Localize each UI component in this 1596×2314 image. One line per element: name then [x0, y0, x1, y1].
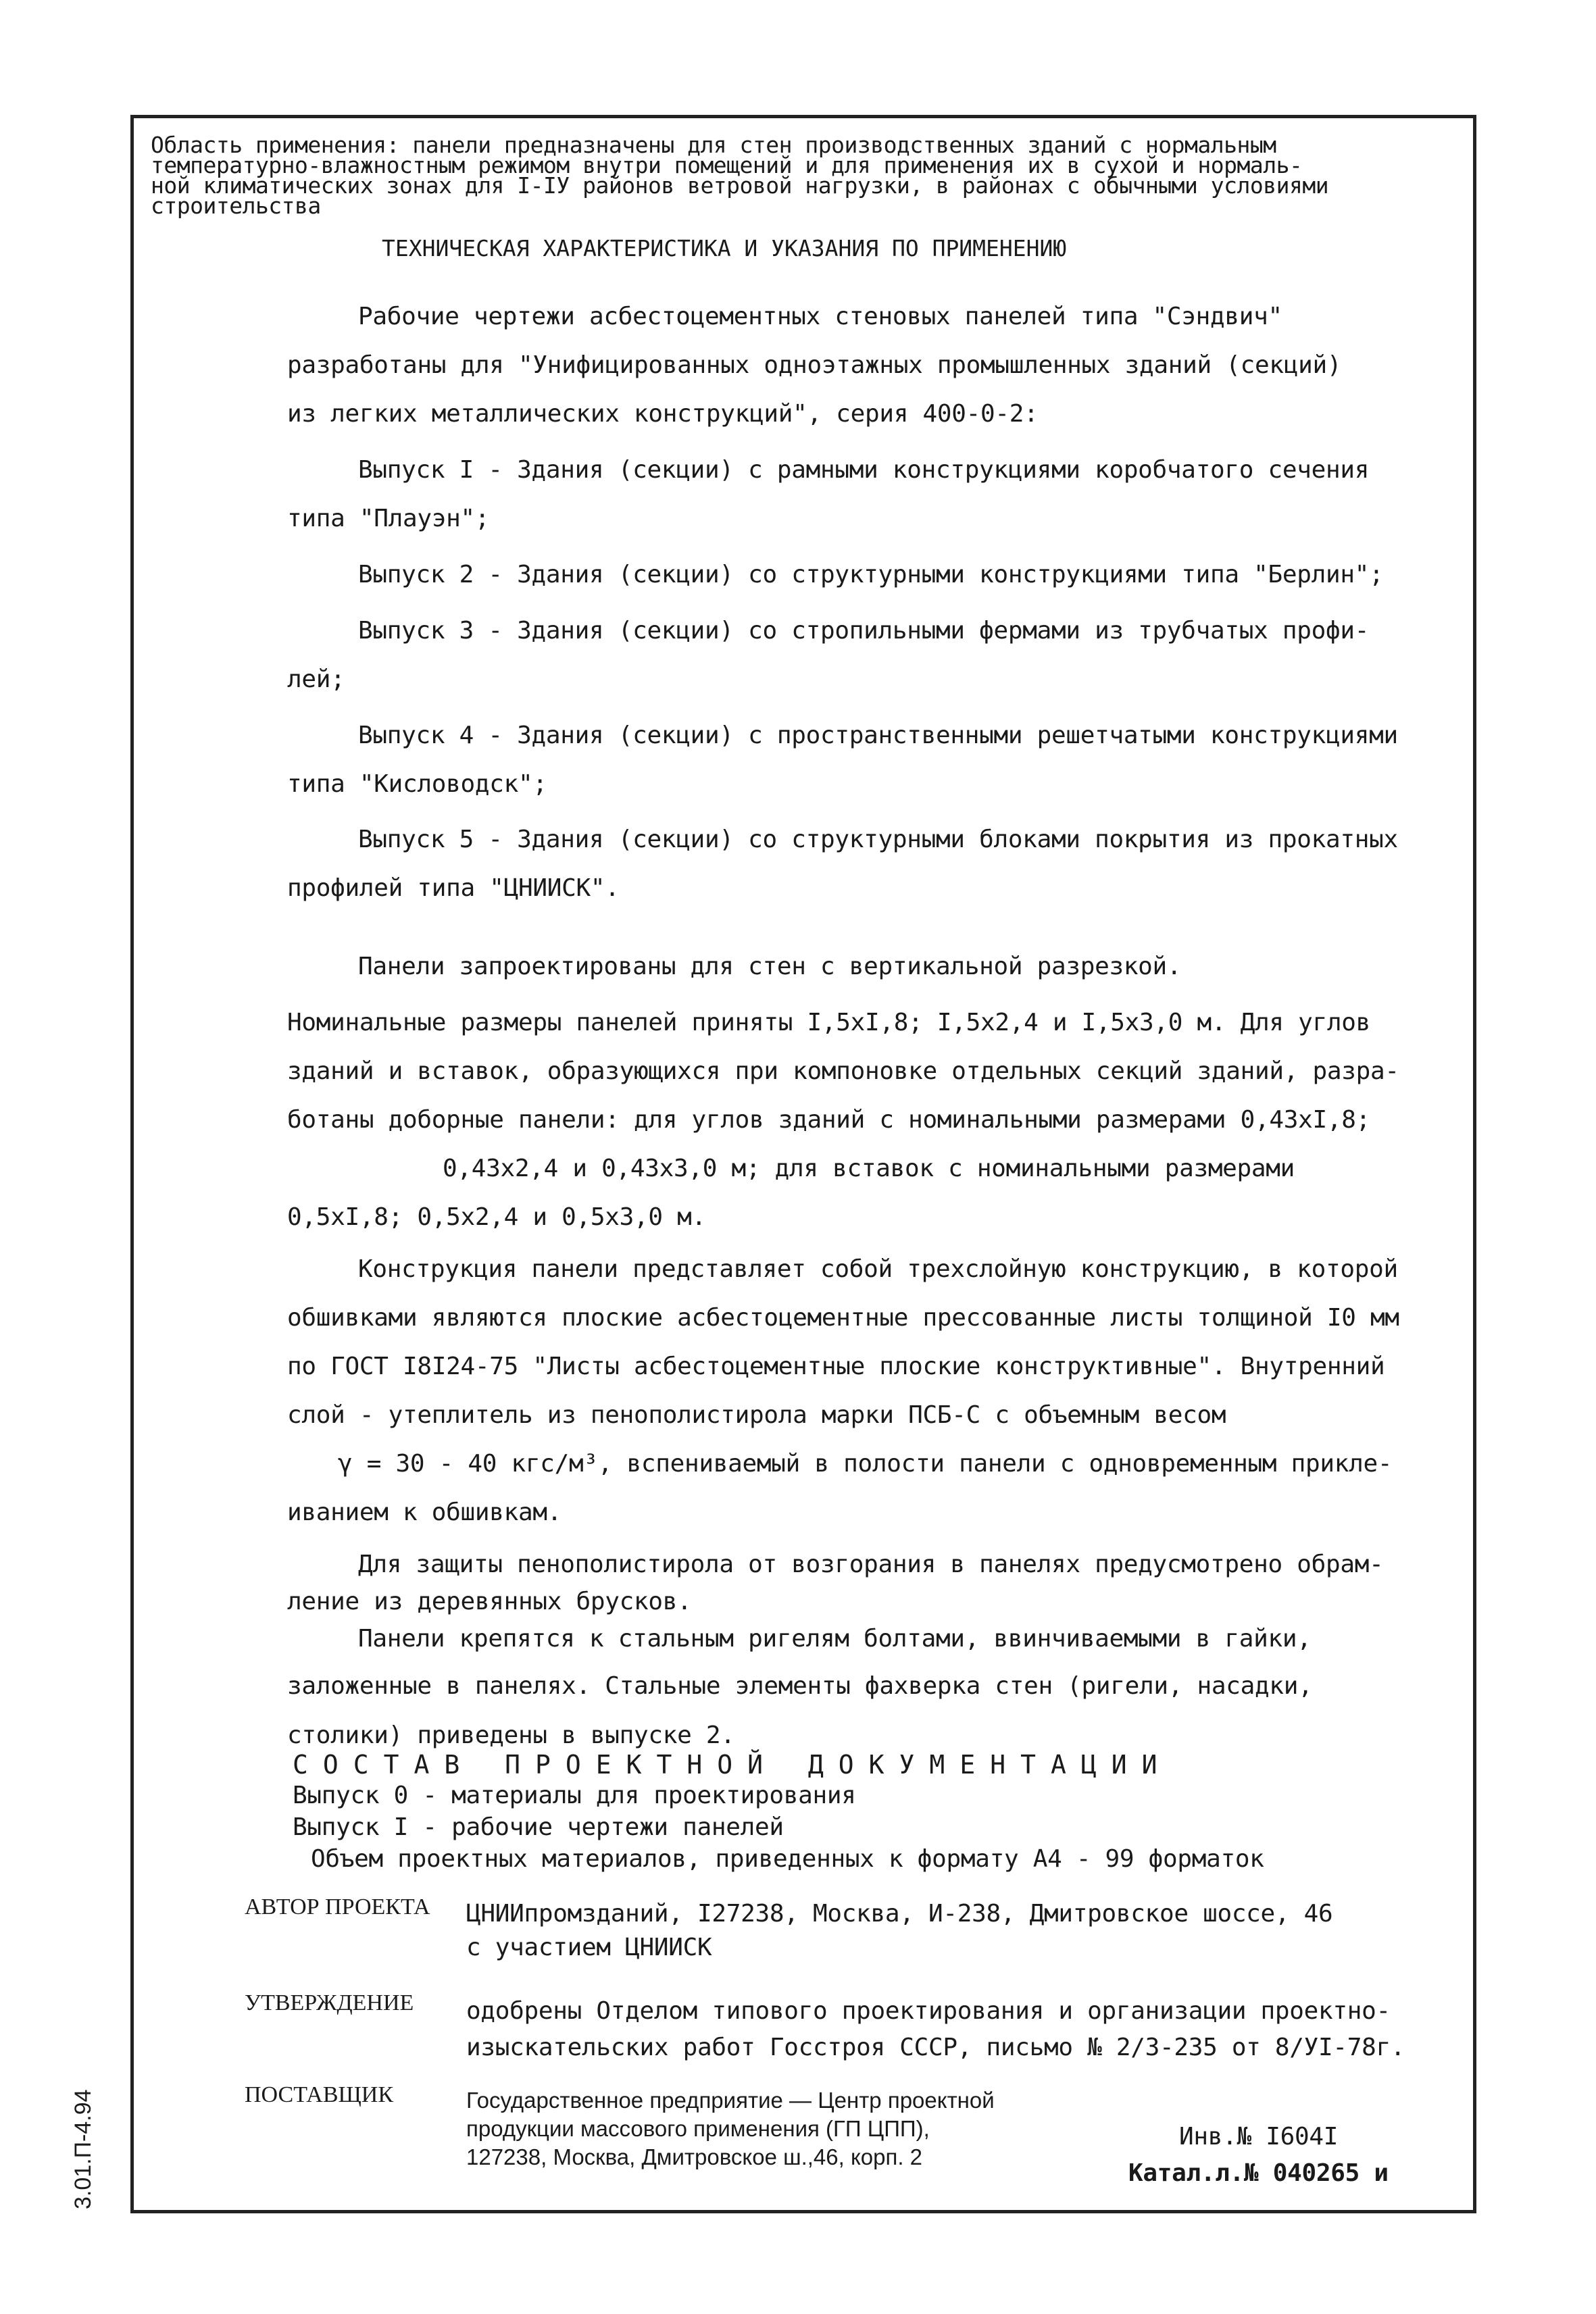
body-line: Номинальные размеры панелей приняты I,5xI,8; I,5x2,4 и I,5x3,0 м. Для углов	[287, 1009, 1371, 1036]
body-line: Конструкция панели представляет собой трехслойную конструкцию, в которой	[358, 1255, 1398, 1283]
inventory-number: Инв.№ I604I	[1179, 2123, 1339, 2150]
body-line: заложенные в панелях. Стальные элементы фахверка стен (ригели, насадки,	[287, 1672, 1313, 1700]
scope-line: температурно-влажностным режимом внутри помещений и для применения их в сухой и нормаль-	[151, 152, 1303, 178]
body-line: ление из деревянных брусков.	[287, 1588, 692, 1615]
side-code: 3.01.П-4.94	[70, 2089, 96, 2209]
body-line: столики) приведены в выпуске 2.	[287, 1721, 735, 1749]
body-line: γ = 30 - 40 кгс/м³, вспениваемый в полости панели с одновременным прикле-	[338, 1450, 1393, 1478]
supplier-label: ПОСТАВЩИК	[245, 2082, 394, 2107]
approval-line: изыскательских работ Госстроя СССР, письмо № 2/3-235 от 8/УI-78г.	[466, 2034, 1405, 2061]
body-line: Панели крепятся к стальным ригелям болтами, ввинчиваемыми в гайки,	[358, 1625, 1312, 1653]
body-line: типа "Кисловодск";	[287, 770, 547, 798]
body-line: Выпуск 2 - Здания (секции) со структурными конструкциями типа "Берлин";	[358, 561, 1384, 588]
body-line: Рабочие чертежи асбестоцементных стеновых панелей типа "Сэндвич"	[358, 303, 1282, 330]
body-line: Для защиты пенополистирола от возгорания в панелях предусмотрено обрам-	[358, 1551, 1384, 1578]
composition-title: СОСТАВ ПРОЕКТНОЙ ДОКУМЕНТАЦИИ	[293, 1750, 1172, 1780]
body-line: иванием к обшивкам.	[287, 1499, 562, 1526]
supplier-line: продукции массового применения (ГП ЦПП),	[466, 2116, 930, 2141]
author-label: АВТОР ПРОЕКТА	[245, 1894, 430, 1919]
approval-line: одобрены Отделом типового проектирования и организации проектно-	[466, 1997, 1391, 2025]
composition-line: Выпуск 0 - материалы для проектирования	[293, 1782, 856, 1809]
body-line: из легких металлических конструкций", серия 400-0-2:	[287, 400, 1039, 428]
supplier-line: 127238, Москва, Дмитровское ш.,46, корп. 2	[466, 2144, 923, 2169]
author-line: с участием ЦНИИСК	[466, 1934, 712, 1961]
body-line: Выпуск I - Здания (секции) с рамными конструкциями коробчатого сечения	[358, 456, 1370, 484]
composition-line: Объем проектных материалов, приведенных к формату А4 - 99 форматок	[311, 1845, 1264, 1873]
composition-line: Выпуск I - рабочие чертежи панелей	[293, 1813, 784, 1841]
author-line: ЦНИИпромзданий, I27238, Москва, И-238, Дмитровское шоссе, 46	[466, 1900, 1333, 1928]
body-line: зданий и вставок, образующихся при компоновке отдельных секций зданий, разра-	[287, 1057, 1399, 1085]
scope-line: ной климатических зонах для I-IУ районов ветровой нагрузки, в районах с обычными условиями	[151, 172, 1329, 199]
body-line: профилей типа "ЦНИИСК".	[287, 874, 620, 902]
body-line: Панели запроектированы для стен с вертикальной разрезкой.	[358, 953, 1182, 980]
scope-line: строительства	[151, 193, 321, 219]
body-line: по ГОСТ I8I24-75 "Листы асбестоцементные плоские конструктивные". Внутренний	[287, 1353, 1385, 1380]
body-line: типа "Плауэн";	[287, 505, 490, 532]
catalog-number: Катал.л.№ 040265 и	[1128, 2159, 1389, 2187]
body-line: лей;	[287, 665, 345, 693]
body-line: 0,5xI,8; 0,5x2,4 и 0,5x3,0 м.	[287, 1203, 706, 1231]
section-title: ТЕХНИЧЕСКАЯ ХАРАКТЕРИСТИКА И УКАЗАНИЯ ПО ПРИМЕНЕНИЮ	[382, 235, 1067, 261]
body-line: 0,43x2,4 и 0,43x3,0 м; для вставок с номинальными размерами	[443, 1155, 1295, 1182]
body-line: Выпуск 5 - Здания (секции) со структурными блоками покрытия из прокатных	[358, 826, 1398, 853]
approval-label: УТВЕРЖДЕНИЕ	[245, 1990, 414, 2015]
body-line: Выпуск 3 - Здания (секции) со стропильными фермами из трубчатых профи-	[358, 617, 1370, 645]
body-line: ботаны доборные панели: для углов зданий с номинальными размерами 0,43xI,8;	[287, 1106, 1371, 1134]
body-line: Выпуск 4 - Здания (секции) с пространственными решетчатыми конструкциями	[358, 722, 1398, 749]
body-line: слой - утеплитель из пенополистирола марки ПСБ-С с объемным весом	[287, 1401, 1226, 1429]
scope-line: Область применения: панели предназначены для стен производственных зданий с нормальным	[151, 132, 1276, 158]
body-line: обшивками являются плоские асбестоцементные прессованные листы толщиной I0 мм	[287, 1304, 1399, 1332]
supplier-line: Государственное предприятие — Центр проектной	[466, 2088, 995, 2113]
body-line: разработаны для "Унифицированных одноэтажных промышленных зданий (секций)	[287, 351, 1342, 379]
